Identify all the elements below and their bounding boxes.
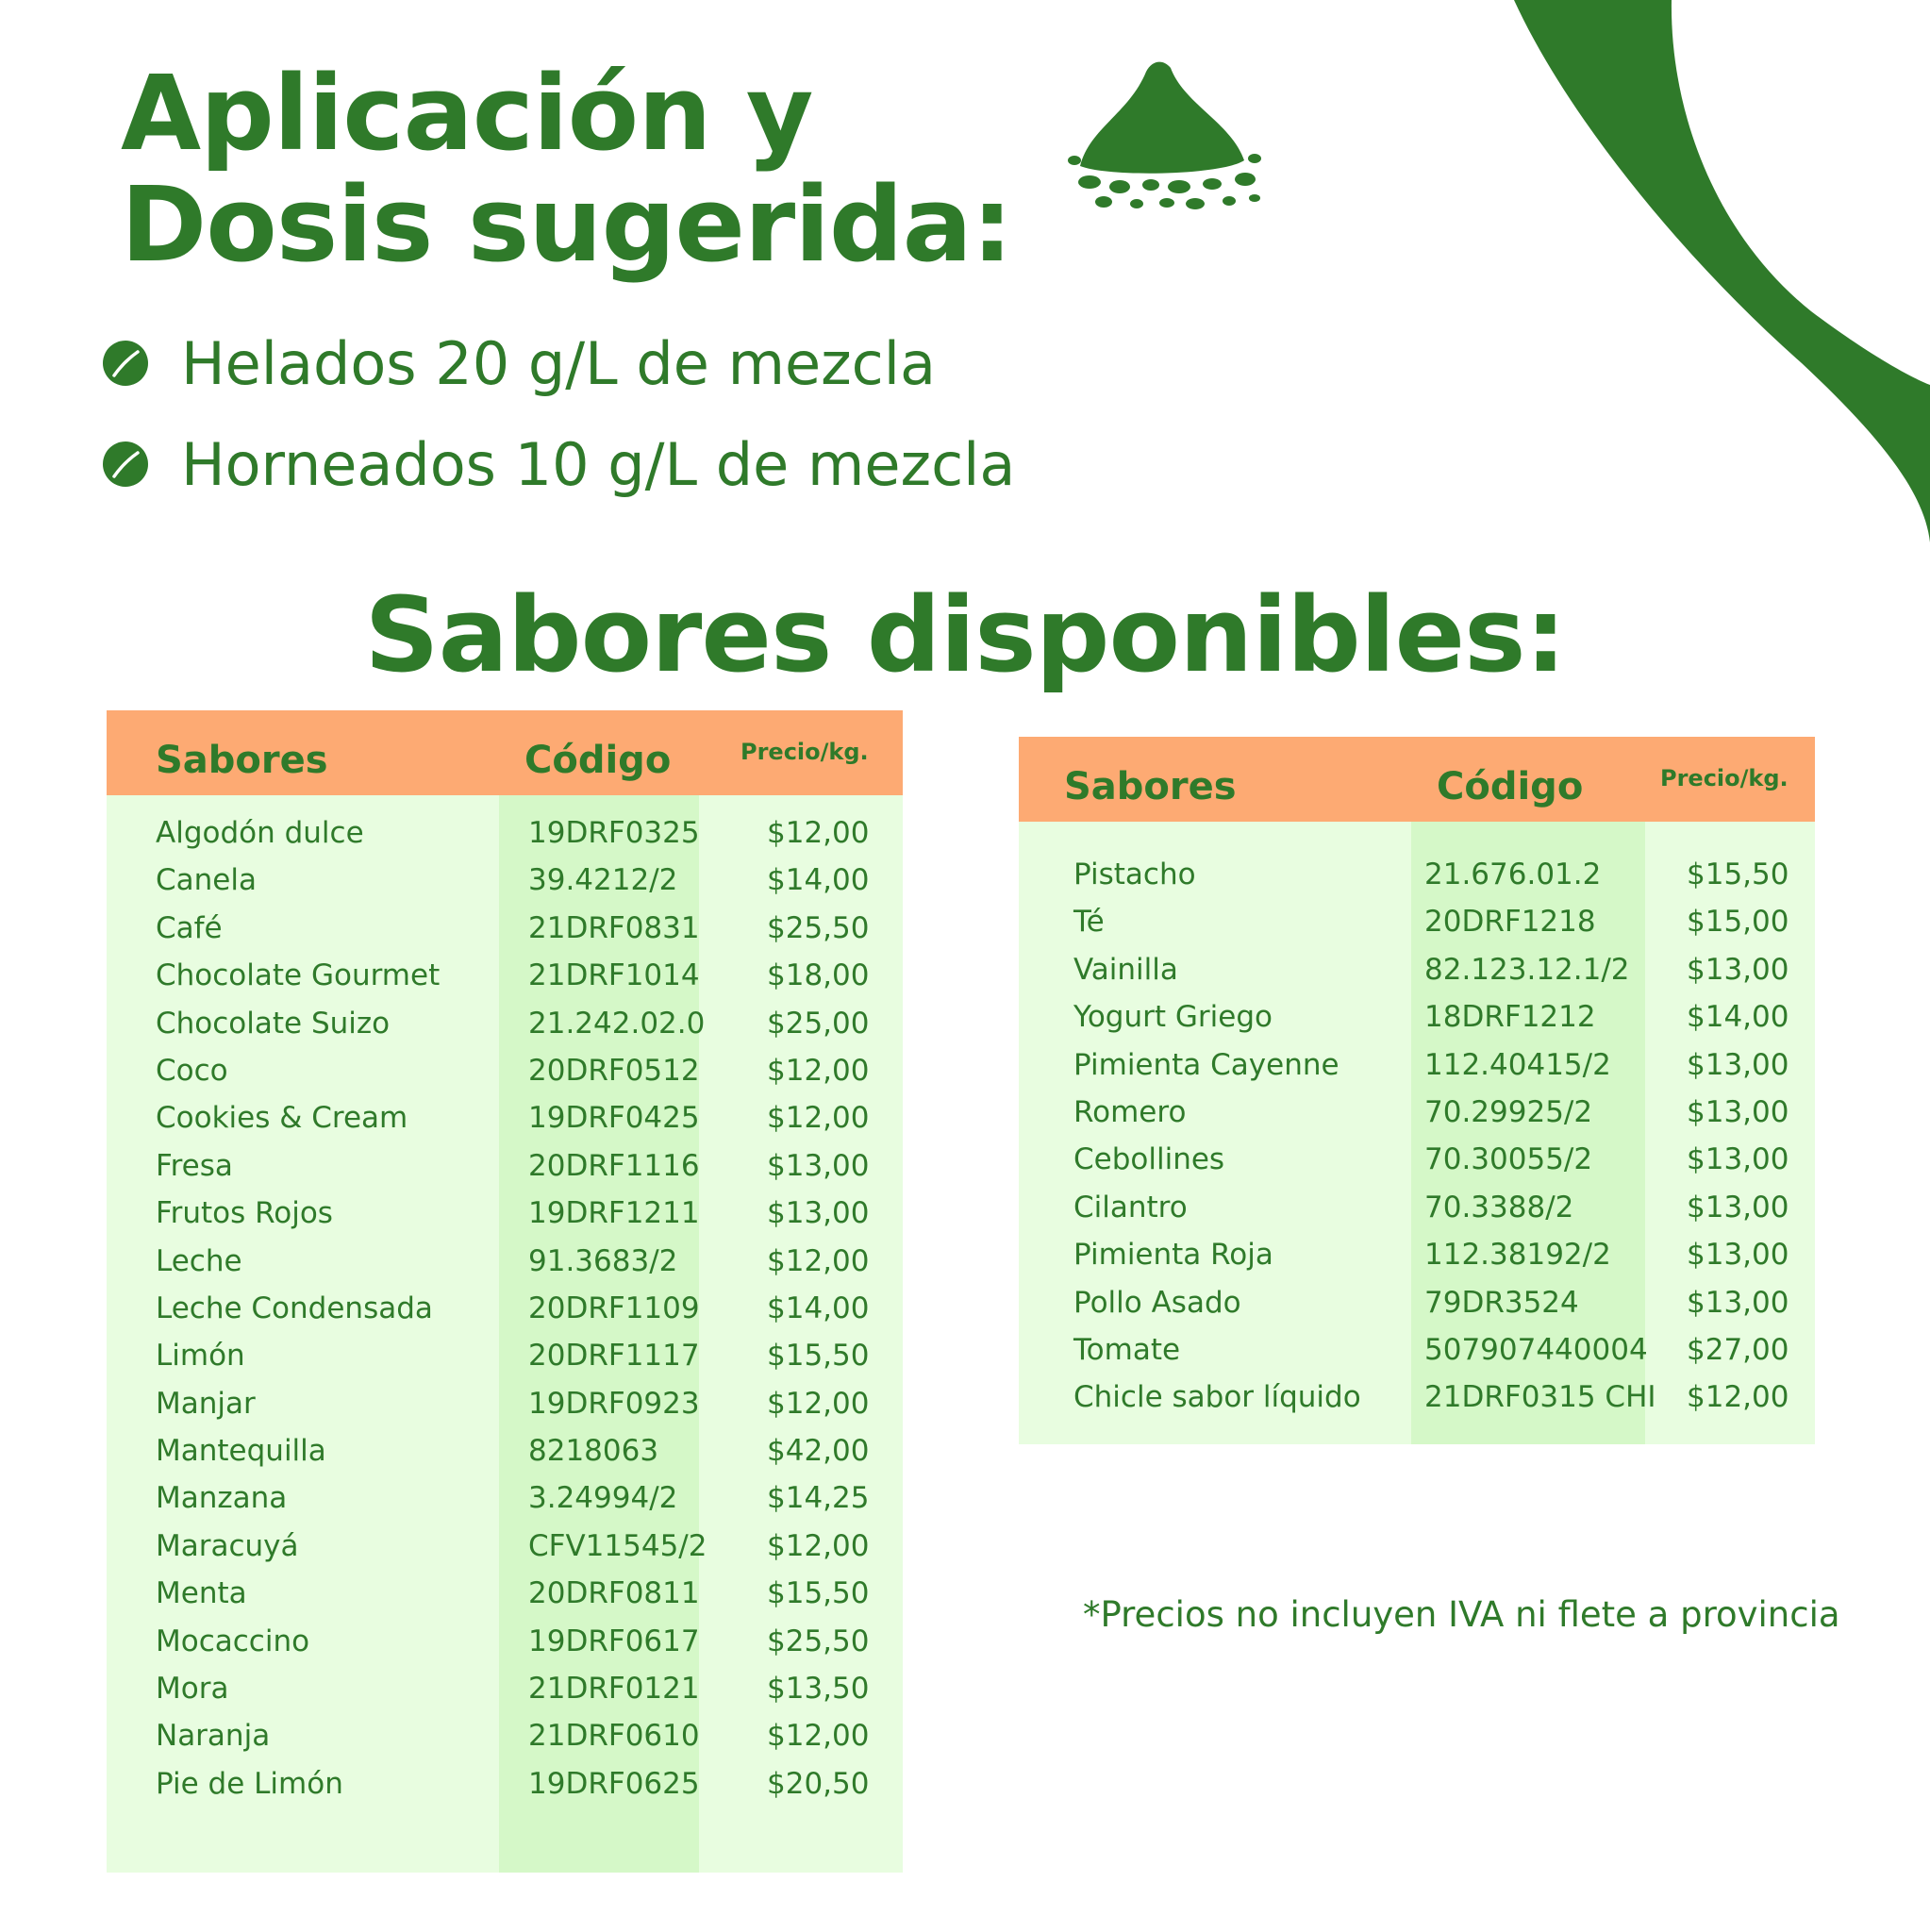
code-cell: 21DRF0610	[528, 1719, 700, 1754]
price-cell: $25,00	[767, 1006, 870, 1041]
dosage-item	[102, 426, 1015, 502]
price-cell: $12,00	[767, 1386, 870, 1421]
table-row	[107, 1666, 903, 1713]
flavor-cell: Romero	[1073, 1094, 1187, 1129]
page-title-line2: Dosis sugerida:	[121, 164, 1012, 285]
flavor-cell: Naranja	[156, 1719, 271, 1754]
price-cell: $27,00	[1687, 1332, 1789, 1367]
code-cell: 507907440004	[1424, 1332, 1648, 1367]
table-row	[1019, 1374, 1815, 1422]
code-cell: 18DRF1212	[1424, 1000, 1596, 1035]
flavor-cell: Tomate	[1073, 1332, 1181, 1367]
code-cell: 21DRF0831	[528, 910, 700, 945]
table-row	[1019, 1232, 1815, 1279]
code-cell: 21DRF0315 CHI	[1424, 1380, 1656, 1415]
price-cell: $12,00	[767, 1101, 870, 1136]
code-cell: 20DRF0811	[528, 1576, 700, 1611]
table-row	[107, 1286, 903, 1333]
leaf-icon	[102, 441, 149, 488]
code-cell: 19DRF0625	[528, 1766, 700, 1801]
table-row	[1019, 899, 1815, 946]
price-cell: $15,50	[767, 1339, 870, 1374]
price-cell: $13,00	[1687, 952, 1789, 987]
flavor-cell: Leche Condensada	[156, 1291, 433, 1325]
price-cell: $12,00	[767, 1243, 870, 1278]
table-rows	[1019, 852, 1815, 1423]
flavor-cell: Cookies & Cream	[156, 1101, 408, 1136]
flavor-cell: Fresa	[156, 1148, 233, 1183]
price-cell: $13,50	[767, 1672, 870, 1707]
table-row	[1019, 1327, 1815, 1374]
table-row	[107, 1095, 903, 1142]
flavor-cell: Chocolate Gourmet	[156, 958, 441, 993]
price-cell: $14,00	[767, 863, 870, 898]
code-cell: 82.123.12.1/2	[1424, 952, 1630, 987]
price-cell: $20,50	[767, 1766, 870, 1801]
table-row	[1019, 1185, 1815, 1232]
table-row	[107, 1143, 903, 1191]
code-cell: 91.3683/2	[528, 1243, 678, 1278]
leaf-icon	[102, 340, 149, 387]
section-title: Sabores disponibles:	[364, 575, 1566, 695]
price-cell: $12,00	[767, 1528, 870, 1563]
flavor-cell: Limón	[156, 1339, 245, 1374]
header-code: Código	[524, 739, 672, 782]
table-row	[1019, 1090, 1815, 1137]
code-cell: 70.29925/2	[1424, 1094, 1593, 1129]
code-cell: 70.30055/2	[1424, 1142, 1593, 1177]
flavor-cell: Pie de Limón	[156, 1766, 343, 1801]
code-cell: 21.242.02.0	[528, 1006, 706, 1041]
price-cell: $42,00	[767, 1434, 870, 1469]
dosage-text: Horneados 10 g/L de mezcla	[181, 429, 1016, 499]
table-row	[107, 1524, 903, 1571]
flavor-cell: Yogurt Griego	[1073, 1000, 1273, 1035]
price-cell: $13,00	[767, 1196, 870, 1231]
flavor-cell: Café	[156, 910, 223, 945]
table-row	[107, 1191, 903, 1238]
code-cell: 79DR3524	[1424, 1285, 1579, 1320]
price-cell: $13,00	[1687, 1094, 1789, 1129]
table-row	[1019, 852, 1815, 899]
code-cell: 70.3388/2	[1424, 1190, 1574, 1224]
code-cell: 21DRF1014	[528, 958, 700, 993]
flavor-cell: Chicle sabor líquido	[1073, 1380, 1361, 1415]
price-cell: $15,50	[767, 1576, 870, 1611]
table-row	[107, 858, 903, 905]
price-cell: $12,00	[767, 1053, 870, 1088]
price-cell: $12,00	[767, 816, 870, 850]
flavor-cell: Pistacho	[1073, 858, 1196, 891]
table-row	[107, 1239, 903, 1286]
price-footnote: *Precios no incluyen IVA ni flete a provincia	[1083, 1594, 1840, 1635]
table-row	[1019, 1280, 1815, 1327]
price-cell: $15,00	[1687, 905, 1789, 940]
flavor-cell: Cilantro	[1073, 1190, 1188, 1224]
price-cell: $13,00	[767, 1148, 870, 1183]
flavor-cell: Manzana	[156, 1481, 288, 1516]
flavor-cell: Pollo Asado	[1073, 1285, 1241, 1320]
table-row	[1019, 947, 1815, 994]
flavor-cell: Pimienta Cayenne	[1073, 1047, 1339, 1082]
table-row	[107, 1619, 903, 1666]
code-cell: 8218063	[528, 1434, 659, 1469]
flavor-cell: Mora	[156, 1672, 229, 1707]
flavor-cell: Coco	[156, 1053, 228, 1088]
flavor-cell: Mocaccino	[156, 1624, 310, 1658]
table-header	[107, 710, 903, 795]
price-cell: $13,00	[1687, 1285, 1789, 1320]
table-row	[107, 1713, 903, 1760]
flavor-cell: Leche	[156, 1243, 242, 1278]
code-cell: 19DRF0923	[528, 1386, 700, 1421]
code-cell: CFV11545/2	[528, 1528, 707, 1563]
code-cell: 20DRF0512	[528, 1053, 700, 1088]
table-row	[1019, 1042, 1815, 1090]
code-cell: 21DRF0121	[528, 1672, 700, 1707]
flavors-table-left	[107, 710, 903, 1873]
price-cell: $13,00	[1687, 1047, 1789, 1082]
table-row	[1019, 1137, 1815, 1184]
powder-pile-icon	[1061, 55, 1269, 215]
code-cell: 19DRF0617	[528, 1624, 700, 1658]
table-row	[107, 906, 903, 953]
flavor-cell: Canela	[156, 863, 257, 898]
price-cell: $14,00	[1687, 1000, 1789, 1035]
flavor-cell: Menta	[156, 1576, 247, 1611]
flavor-cell: Chocolate Suizo	[156, 1006, 391, 1041]
flavor-cell: Pimienta Roja	[1073, 1238, 1273, 1273]
flavor-cell: Mantequilla	[156, 1434, 326, 1469]
table-row	[107, 1048, 903, 1095]
flavor-cell: Maracuyá	[156, 1528, 299, 1563]
table-row	[107, 1428, 903, 1475]
table-row	[107, 1571, 903, 1618]
table-row	[107, 1475, 903, 1523]
code-cell: 19DRF0325	[528, 816, 700, 850]
table-rows	[107, 810, 903, 1808]
code-cell: 20DRF1116	[528, 1148, 700, 1183]
flavor-cell: Cebollines	[1073, 1142, 1225, 1177]
table-row	[1019, 994, 1815, 1041]
price-cell: $14,00	[767, 1291, 870, 1325]
header-price: Precio/kg.	[1660, 765, 1789, 791]
price-cell: $13,00	[1687, 1142, 1789, 1177]
dosage-text: Helados 20 g/L de mezcla	[181, 328, 936, 398]
flavor-cell: Té	[1073, 905, 1105, 940]
code-cell: 19DRF1211	[528, 1196, 700, 1231]
price-cell: $13,00	[1687, 1238, 1789, 1273]
flavor-cell: Vainilla	[1073, 952, 1178, 987]
price-cell: $13,00	[1687, 1190, 1789, 1224]
code-cell: 112.40415/2	[1424, 1047, 1611, 1082]
price-cell: $12,00	[1687, 1380, 1789, 1415]
flavor-cell: Algodón dulce	[156, 816, 364, 850]
page-title-line1: Aplicación y	[121, 53, 813, 174]
price-cell: $25,50	[767, 1624, 870, 1658]
table-header	[1019, 737, 1815, 822]
code-cell: 39.4212/2	[528, 863, 678, 898]
header-code: Código	[1437, 765, 1584, 808]
table-row	[107, 1001, 903, 1048]
flavor-cell: Manjar	[156, 1386, 256, 1421]
code-cell: 3.24994/2	[528, 1481, 678, 1516]
table-row	[107, 1761, 903, 1808]
code-cell: 20DRF1117	[528, 1339, 700, 1374]
price-cell: $12,00	[767, 1719, 870, 1754]
flavors-table-right	[1019, 737, 1815, 1444]
price-cell: $18,00	[767, 958, 870, 993]
dosage-item	[102, 325, 936, 401]
code-cell: 20DRF1218	[1424, 905, 1596, 940]
code-cell: 19DRF0425	[528, 1101, 700, 1136]
table-row	[107, 1333, 903, 1380]
code-cell: 20DRF1109	[528, 1291, 700, 1325]
table-row	[107, 1381, 903, 1428]
header-flavor: Sabores	[1064, 765, 1237, 808]
code-cell: 21.676.01.2	[1424, 858, 1602, 891]
table-row	[107, 953, 903, 1000]
price-cell: $15,50	[1687, 858, 1789, 891]
code-cell: 112.38192/2	[1424, 1238, 1611, 1273]
price-cell: $25,50	[767, 910, 870, 945]
header-flavor: Sabores	[156, 739, 328, 782]
table-row	[107, 810, 903, 858]
header-price: Precio/kg.	[740, 739, 869, 765]
price-cell: $14,25	[767, 1481, 870, 1516]
flavor-cell: Frutos Rojos	[156, 1196, 333, 1231]
